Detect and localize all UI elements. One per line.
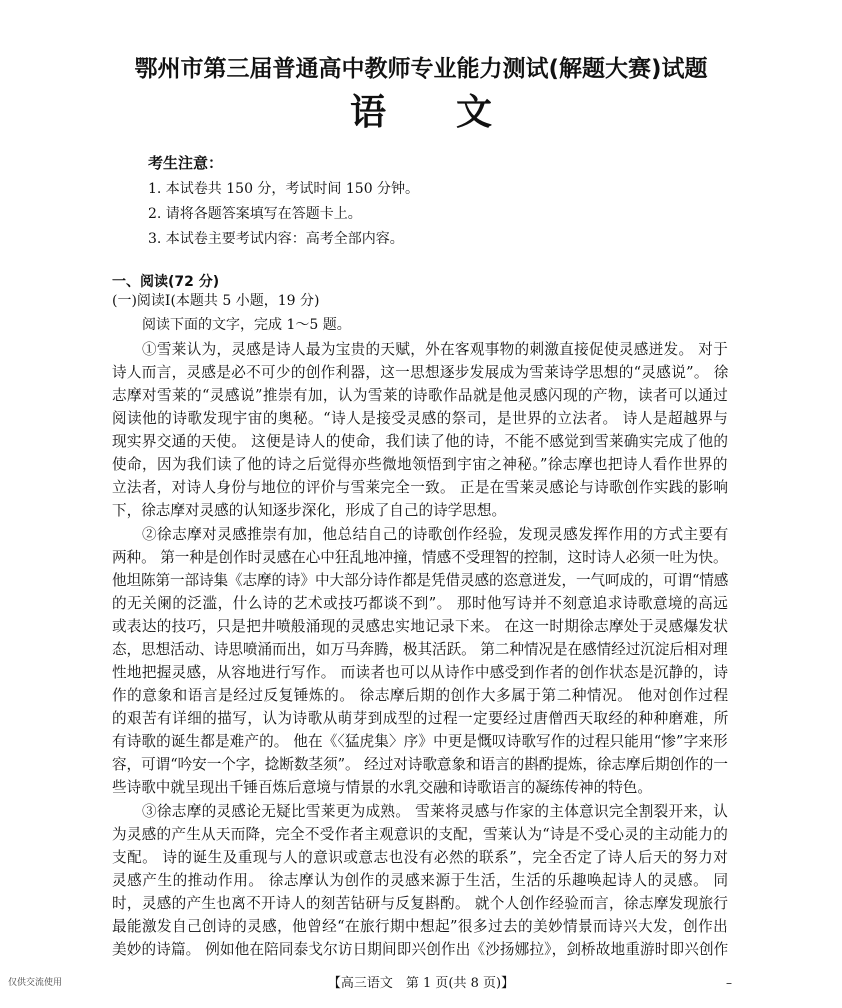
passage-line: 阅读他的诗歌发现宇宙的奥秘。“诗人是接受灵感的祭司，是世界的立法者。 诗人是超越界与 bbox=[112, 410, 729, 427]
passage-line: 容，可谓“吟安一个字，捻断数茎须”。 经过对诗歌意象和语言的斟酌提炼，徐志摩后期创作的一 bbox=[112, 756, 728, 773]
exam-title: 鄂州市第三届普通高中教师专业能力测试(解题大赛)试题 bbox=[134, 56, 708, 82]
passage-line: 现实界交通的天使。 这便是诗人的使命，我们读了他的诗，不能不感觉到雪莱确实完成了他的 bbox=[112, 433, 729, 450]
notice-heading: 考生注意： bbox=[148, 154, 224, 172]
sub-heading: (一)阅读Ⅰ(本题共 5 小题，19 分) bbox=[112, 293, 320, 309]
passage-line: 灵感产生的推动作用。 徐志摩认为创作的灵感来源于生活，生活的乐趣唤起诗人的灵感。 同 bbox=[112, 872, 729, 889]
passage-line: 态，思想活动、诗思喷涌而出，如万马奔腾，极其活跃。 第二种情况是在感情经过沉淀后相对理 bbox=[112, 641, 728, 658]
notice-item: 2. 请将各题答案填写在答题卡上。 bbox=[148, 206, 362, 222]
page-footer: 【高三语文 第 1 页(共 8 页)】 bbox=[327, 976, 515, 991]
passage-line: 两种。 第一种是创作时灵感在心中狂乱地冲撞，情感不受理智的控制，这时诗人必须一吐为快。 bbox=[112, 549, 728, 566]
passage-line: 的艰苦有详细的描写，认为诗歌从萌芽到成型的过程一定要经过唐僧西天取经的种种磨难，所 bbox=[112, 710, 729, 727]
passage-line: 诗人而言，灵感是必不可少的创作利器，这一思想逐步发展成为雪莱诗学思想的“灵感说”。 徐 bbox=[112, 364, 729, 381]
passage-line: 美妙的诗篇。 例如他在陪同泰戈尔访日期间即兴创作出《沙扬娜拉》，剑桥故地重游时即兴创作 bbox=[112, 941, 729, 958]
passage-line: 志摩对雪莱的“灵感说”推崇有加，认为雪莱的诗歌作品就是他灵感闪现的产物，读者可以通过 bbox=[112, 387, 729, 404]
reading-instruction: 阅读下面的文字，完成 1～5 题。 bbox=[142, 317, 351, 333]
passage-line: 些诗歌中就呈现出千锤百炼后意境与情景的水乳交融和诗歌语言的凝练传神的特色。 bbox=[112, 779, 652, 796]
passage-line: 有诗歌的诞生都是难产的。 他在《〈猛虎集〉序》中更是慨叹诗歌写作的过程只能用“惨”字来形 bbox=[112, 733, 728, 750]
subject-title: 语文 bbox=[349, 92, 562, 133]
side-note: 仅供交流使用 bbox=[8, 978, 63, 988]
notice-item: 3. 本试卷主要考试内容：高考全部内容。 bbox=[148, 231, 404, 247]
corner-mark: – bbox=[726, 976, 732, 990]
passage-line: 的无关阑的泛滥，什么诗的艺术或技巧都谈不到”。 那时他写诗并不刻意追求诗歌意境的高远 bbox=[112, 595, 729, 612]
passage-line: 作的意象和语言是经过反复锤炼的。 徐志摩后期的创作大多属于第二种情况。 他对创作过程 bbox=[112, 687, 729, 704]
passage-line: 使命，因为我们读了他的诗之后觉得亦些微地领悟到宇宙之神秘。”徐志摩也把诗人看作世界的 bbox=[112, 456, 728, 473]
passage-line: 时，灵感的产生也离不开诗人的刻苦钻研与反复斟酌。 就个人创作经验而言，徐志摩发现旅行 bbox=[112, 895, 729, 912]
section-heading: 一、阅读(72 分) bbox=[112, 274, 220, 290]
passage-line: 立法者，对诗人身份与地位的评价与雪莱完全一致。 正是在雪莱灵感论与诗歌创作实践的影响 bbox=[112, 479, 729, 496]
notice-item: 1. 本试卷共 150 分，考试时间 150 分钟。 bbox=[148, 181, 420, 197]
passage-line: 他坦陈第一部诗集《志摩的诗》中大部分诗作都是凭借灵感的恣意迸发，一气呵成的，可谓“情感 bbox=[112, 572, 729, 589]
passage-line: 或表达的技巧，只是把井喷般涌现的灵感忠实地记录下来。 在这一时期徐志摩处于灵感爆发状 bbox=[112, 618, 729, 635]
passage-line: ③徐志摩的灵感论无疑比雪莱更为成熟。 雪莱将灵感与作家的主体意识完全割裂开来，认 bbox=[142, 803, 729, 820]
passage-line: 为灵感的产生从天而降，完全不受作者主观意识的支配，雪莱认为“诗是不受心灵的主动能力的 bbox=[112, 826, 729, 843]
passage-line: 最能激发自己创诗的灵感，他曾经“在旅行期中想起”很多过去的美妙情景而诗兴大发，创作出 bbox=[112, 918, 729, 935]
passage-line: 性地把握灵感，从容地进行写作。 而读者也可以从诗作中感受到作者的创作状态是沉静的，诗 bbox=[112, 664, 729, 681]
passage-line: ②徐志摩对灵感推崇有加，他总结自己的诗歌创作经验，发现灵感发挥作用的方式主要有 bbox=[142, 526, 729, 543]
passage-line: 支配。 诗的诞生及重现与人的意识或意志也没有必然的联系”，完全否定了诗人后天的努力对 bbox=[112, 849, 729, 866]
passage-line: 下，徐志摩对灵感的认知逐步深化，形成了自己的诗学思想。 bbox=[112, 502, 507, 519]
passage-line: ①雪莱认为，灵感是诗人最为宝贵的天赋，外在客观事物的刺激直接促使灵感迸发。 对于 bbox=[142, 341, 729, 358]
